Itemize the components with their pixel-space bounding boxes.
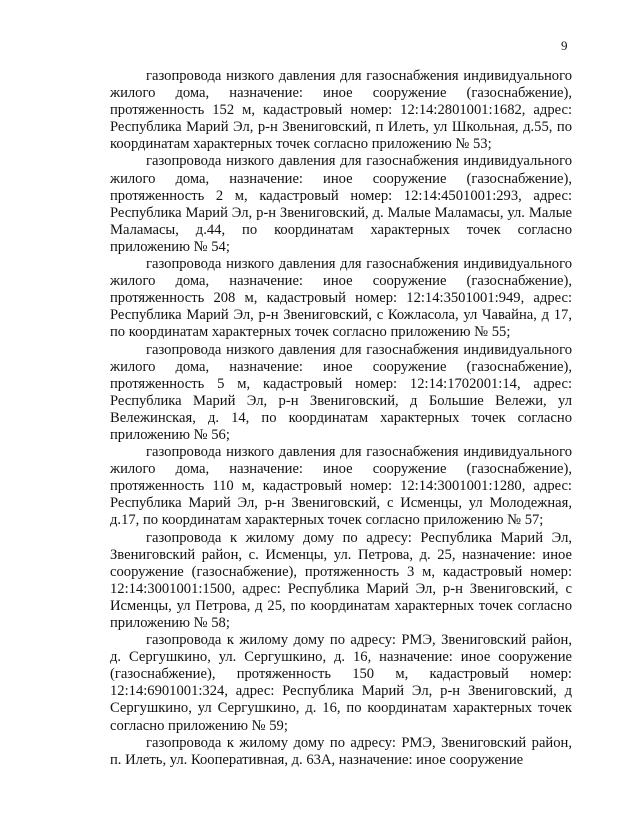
paragraph: газопровода низкого давления для газоснабжения индивидуального жилого дома, назначение: иное сооружение (газоснабжение), протяженность 152 м, кадастровый номер: 12:14:2801001:1682, адрес: Республика Марий Эл, р-н Звениговский, п Илеть, ул Школьная, д.55, по координатам характерных точек согласно приложению № 53; [110,68,572,153]
paragraph: газопровода низкого давления для газоснабжения индивидуального жилого дома, назначение: иное сооружение (газоснабжение), протяженность 2 м, кадастровый номер: 12:14:4501001:293, адрес: Республика Марий Эл, р-н Звениговский, д. Малые Маламасы, ул. Малые Маламасы, д.44, по координатам характерных точек согласно приложению № 54; [110,153,572,255]
paragraph: газопровода низкого давления для газоснабжения индивидуального жилого дома, назначение: иное сооружение (газоснабжение), протяженность 208 м, кадастровый номер: 12:14:3501001:949, адрес: Республика Марий Эл, р-н Звениговский, с Кожласола, ул Чавайна, д 17, по координатам характерных точек согласно приложению № 55; [110,256,572,341]
paragraph: газопровода низкого давления для газоснабжения индивидуального жилого дома, назначение: иное сооружение (газоснабжение), протяженность 110 м, кадастровый номер: 12:14:3001001:1280, адрес: Республика Марий Эл, р-н Звениговский, с Исменцы, ул Молодежная, д.17, по координатам характерных точек согласно приложению № 57; [110,444,572,529]
document-body [110,68,572,769]
page-number: 9 [561,38,568,53]
paragraph: газопровода к жилому дому по адресу: РМЭ, Звениговский район, п. Илеть, ул. Кооперативная, д. 63А, назначение: иное сооружение [110,734,572,768]
paragraph: газопровода низкого давления для газоснабжения индивидуального жилого дома, назначение: иное сооружение (газоснабжение), протяженность 5 м, кадастровый номер: 12:14:1702001:14, адрес: Республика Марий Эл, р-н Звениговский, д Большие Вележи, ул Вележинская, д. 14, по координатам характерных точек согласно приложению № 56; [110,341,572,443]
paragraph: газопровода к жилому дому по адресу: Республика Марий Эл, Звениговский район, с. Исменцы, ул. Петрова, д. 25, назначение: иное сооружение (газоснабжение), протяженность 3 м, кадастровый номер: 12:14:3001001:1500, адрес: Республика Марий Эл, р-н Звениговский, с Исменцы, ул Петрова, д 25, по координатам характерных точек согласно приложению № 58; [110,529,572,631]
paragraph: газопровода к жилому дому по адресу: РМЭ, Звениговский район, д. Сергушкино, ул. Сергушкино, д. 16, назначение: иное сооружение (газоснабжение), протяженность 150 м, кадастровый номер: 12:14:6901001:324, адрес: Республика Марий Эл, р-н Звениговский, д Сергушкино, ул Сергушкино, д. 16, по координатам характерных точек согласно приложению № 59; [110,632,572,734]
